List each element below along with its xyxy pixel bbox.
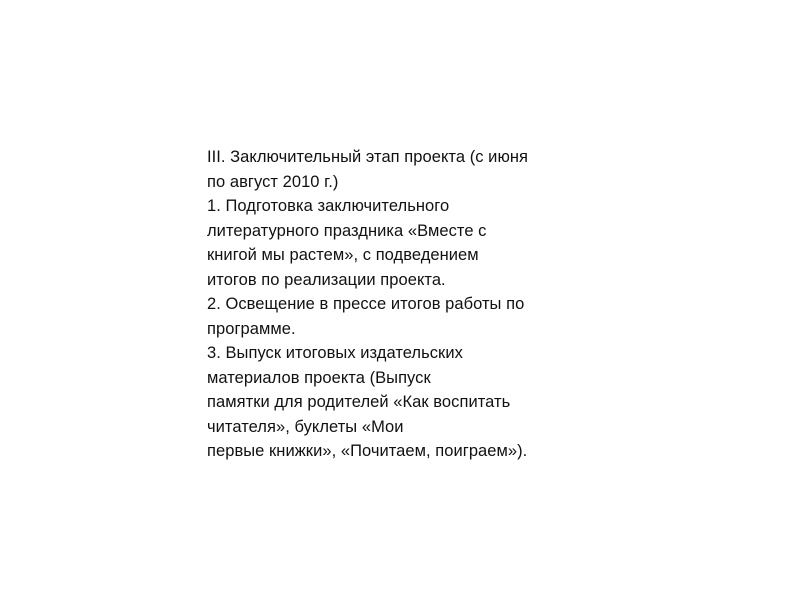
document-line: материалов проекта (Выпуск bbox=[207, 368, 431, 387]
document-line: 3. Выпуск итоговых издательских bbox=[207, 344, 463, 362]
document-line: памятки для родителей «Как воспитать bbox=[207, 393, 511, 411]
document-line: программе. bbox=[207, 319, 296, 338]
document-line: первые книжки», «Почитаем, поиграем»). bbox=[207, 442, 528, 460]
document-line: литературного праздника «Вместе с bbox=[207, 221, 487, 240]
document-line: книгой мы растем», с подведением bbox=[207, 246, 479, 264]
document-line: по август 2010 г.) bbox=[207, 172, 339, 191]
document-line: III. Заключительный этап проекта (с июня bbox=[207, 148, 529, 166]
document-line: читателя», буклеты «Мои bbox=[207, 417, 404, 436]
document-line: 1. Подготовка заключительного bbox=[207, 197, 450, 215]
document-text-block bbox=[207, 145, 599, 464]
document-line: 2. Освещение в прессе итогов работы по bbox=[207, 295, 525, 313]
document-line: итогов по реализации проекта. bbox=[207, 270, 446, 289]
